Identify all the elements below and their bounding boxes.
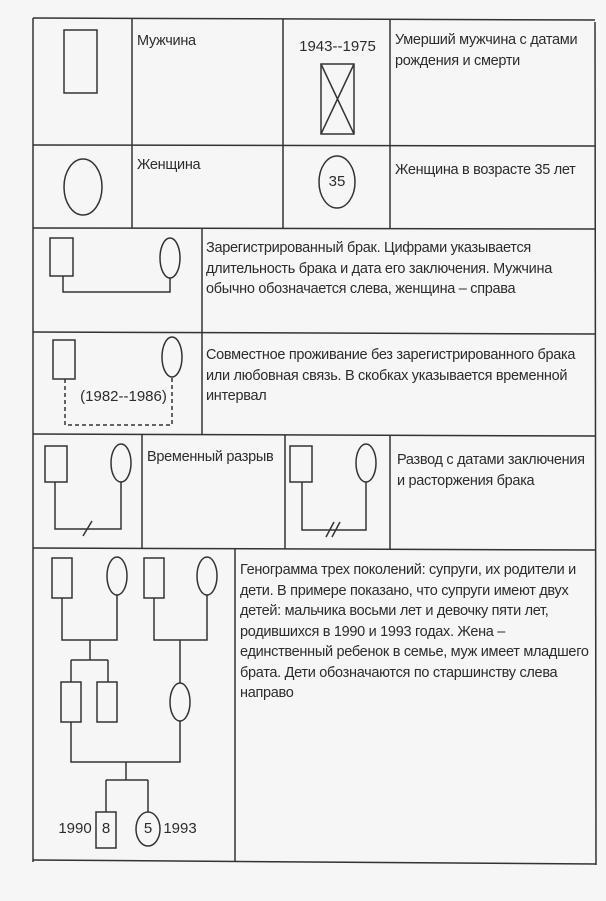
marriage-male-square xyxy=(50,238,73,276)
gen-paternal-marriage xyxy=(62,595,117,640)
female-age: 35 xyxy=(328,173,346,190)
frame-top xyxy=(33,18,595,20)
row-divider-5 xyxy=(33,548,595,550)
gen-paternal-grandmother xyxy=(107,557,127,595)
gen-brother xyxy=(97,682,117,722)
gen-wife xyxy=(170,683,190,721)
row-divider-4 xyxy=(33,434,595,436)
cohab-male-square xyxy=(53,340,75,379)
frame-right xyxy=(595,22,596,865)
row-divider-2 xyxy=(33,228,595,229)
separation-female-circle xyxy=(111,444,131,482)
divorce-female-circle xyxy=(356,444,376,482)
male-label: Мужчина xyxy=(137,33,196,49)
divorce-label: Развод с датами заключения и расторжения брака xyxy=(397,452,585,489)
marriage-label: Зарегистрированный брак. Цифрами указывается длительность брака и дата его заключения. Мужчина обычно обозначается слева, женщина – справа xyxy=(206,240,552,297)
deceased-label: Умерший мужчина с датами рождения и смерти xyxy=(395,32,578,69)
gen-paternal-grandfather xyxy=(52,558,72,598)
female-circle xyxy=(64,159,102,215)
gen-maternal-marriage xyxy=(154,595,207,640)
marriage-female-circle xyxy=(160,238,180,278)
female-age-label: Женщина в возрасте 35 лет xyxy=(395,162,576,178)
female-label: Женщина xyxy=(137,157,201,173)
separation-male-square xyxy=(45,446,67,482)
separation-label: Временный разрыв xyxy=(147,449,274,465)
gen-husband xyxy=(61,682,81,722)
divorce-male-square xyxy=(290,446,312,482)
frame-bottom xyxy=(33,860,596,864)
cohabitation-label: Совместное проживание без зарегистрированного брака или любовная связь. В скобках указывается временной интервал xyxy=(206,347,576,404)
separation-line xyxy=(55,482,121,529)
male-square xyxy=(64,30,97,93)
cohabitation-interval: (1982--1986) xyxy=(80,388,167,405)
row-divider-1 xyxy=(33,145,595,146)
gen-daughter-age: 5 xyxy=(143,820,153,837)
deceased-dates: 1943--1975 xyxy=(299,38,376,55)
gen-son-age: 8 xyxy=(101,820,111,837)
gen-maternal-grandmother xyxy=(197,557,217,595)
marriage-line xyxy=(63,276,170,292)
gen-daughter-year: 1993 xyxy=(163,820,197,837)
cohab-female-circle xyxy=(162,337,182,377)
gen-maternal-grandfather xyxy=(144,558,164,598)
gen-son-year: 1990 xyxy=(58,820,92,837)
genogram-label: Генограмма трех поколений: супруги, их родители и дети. В примере показано, что супруги имеют двух детей: мальчика восьми лет и девочку пяти лет, родившихся в 1990 и 1993 годах. Жена – единственный ребенок в семье, муж имеет младшего брата. Дети обозначаются по старшинству слева направо xyxy=(240,562,589,701)
gen-couple-marriage xyxy=(71,721,180,762)
row-divider-3 xyxy=(33,332,595,334)
